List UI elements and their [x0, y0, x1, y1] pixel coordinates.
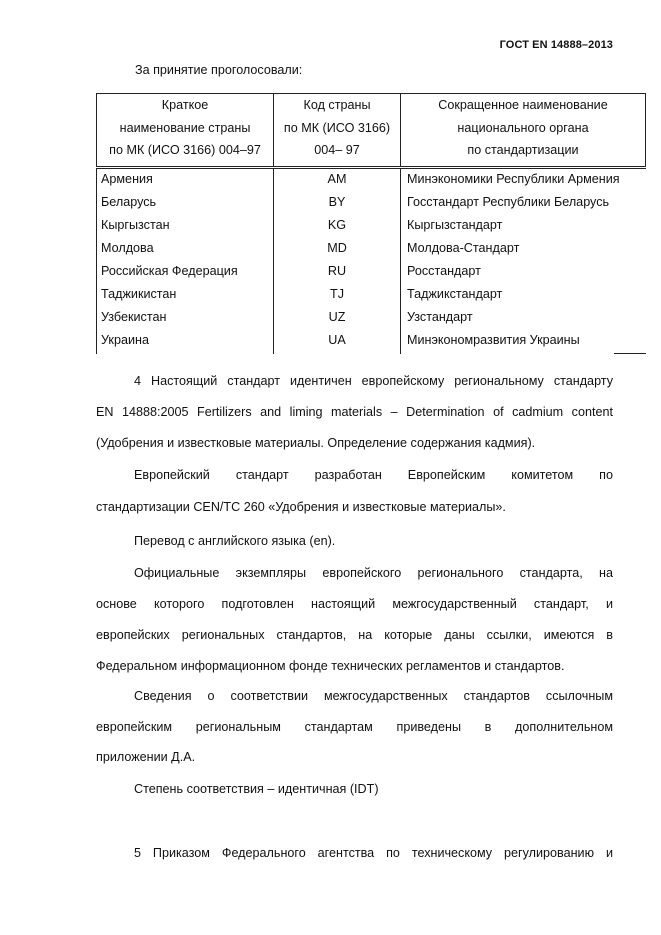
conformity-degree: Степень соответствия – идентичная (IDT)	[134, 782, 379, 796]
table-cell: RU	[327, 264, 347, 278]
section-4-line-2: EN 14888:2005 Fertilizers and liming materials – Determination of cadmium content	[96, 405, 613, 419]
voted-label: За принятие проголосовали:	[135, 63, 303, 77]
table-cell: MD	[327, 241, 347, 255]
table-cell: Кыргызстандарт	[407, 218, 503, 232]
header-country-code: Код страны по МК (ИСО 3166) 004– 97	[274, 94, 401, 166]
member-states-table	[96, 93, 646, 354]
table-cell: Таджикстандарт	[407, 287, 503, 301]
conformity-info-line-3: приложении Д.А.	[96, 750, 196, 764]
table-cell: Узбекистан	[101, 310, 167, 324]
section-4-line-1: 4 Настоящий стандарт идентичен европейскому региональному стандарту	[134, 374, 613, 388]
table-cell: Госстандарт Республики Беларусь	[407, 195, 610, 209]
column-standards-body	[401, 169, 646, 354]
table-cell: Таджикистан	[101, 287, 177, 301]
table-cell: UA	[328, 333, 346, 347]
table-cell: TJ	[330, 287, 344, 301]
table-cell: Молдова-Стандарт	[407, 241, 520, 255]
table-cell: Молдова	[101, 241, 154, 255]
table-cell: BY	[328, 195, 346, 209]
table-bottom-fragment	[614, 353, 646, 354]
section-4-line-3: (Удобрения и известковые материалы. Определение содержания кадмия).	[96, 436, 536, 450]
table-cell: AM	[327, 172, 347, 186]
official-copies-line-1: Официальные экземпляры европейского регионального стандарта, на	[134, 566, 613, 580]
table-body	[96, 169, 646, 354]
conformity-info-line-1: Сведения о соответствии межгосударственных стандартов ссылочным	[134, 689, 613, 703]
european-standard-line-2: стандартизации CEN/TC 260 «Удобрения и известковые материалы».	[96, 500, 506, 514]
table-cell: Минэкономразвития Украины	[407, 333, 580, 347]
column-country	[96, 169, 274, 354]
table-cell: Украина	[101, 333, 149, 347]
table-header	[96, 93, 646, 167]
table-cell: UZ	[328, 310, 346, 324]
table-cell: Росстандарт	[407, 264, 481, 278]
column-code	[274, 169, 401, 354]
table-cell: Армения	[101, 172, 153, 186]
conformity-info-line-2: европейским региональным стандартам приведены в дополнительном	[96, 720, 613, 734]
header-standards-body: Сокращенное наименование национального органа по стандартизации	[438, 98, 608, 157]
table-cell: Российская Федерация	[101, 264, 238, 278]
official-copies-line-3: европейских региональных стандартов, на которые даны ссылки, имеются в	[96, 628, 613, 642]
official-copies-line-4: Федеральном информационном фонде технических регламентов и стандартов.	[96, 659, 565, 673]
table-cell: Кыргызстан	[101, 218, 170, 232]
document-code: ГОСТ EN 14888–2013	[499, 39, 613, 51]
european-standard-line-1: Европейский стандарт разработан Европейским комитетом по	[134, 468, 613, 482]
section-5-line-1: 5 Приказом Федерального агентства по техническому регулированию и	[134, 846, 613, 860]
header-country-name: Краткое наименование страны по МК (ИСО 3166) 004–97	[97, 94, 274, 166]
table-cell: Узстандарт	[407, 310, 473, 324]
table-cell: KG	[327, 218, 347, 232]
table-cell: Минэкономики Республики Армения	[407, 172, 620, 186]
official-copies-line-2: основе которого подготовлен настоящий межгосударственный стандарт, и	[96, 597, 613, 611]
translation-note: Перевод с английского языка (en).	[134, 534, 336, 548]
table-cell: Беларусь	[101, 195, 157, 209]
